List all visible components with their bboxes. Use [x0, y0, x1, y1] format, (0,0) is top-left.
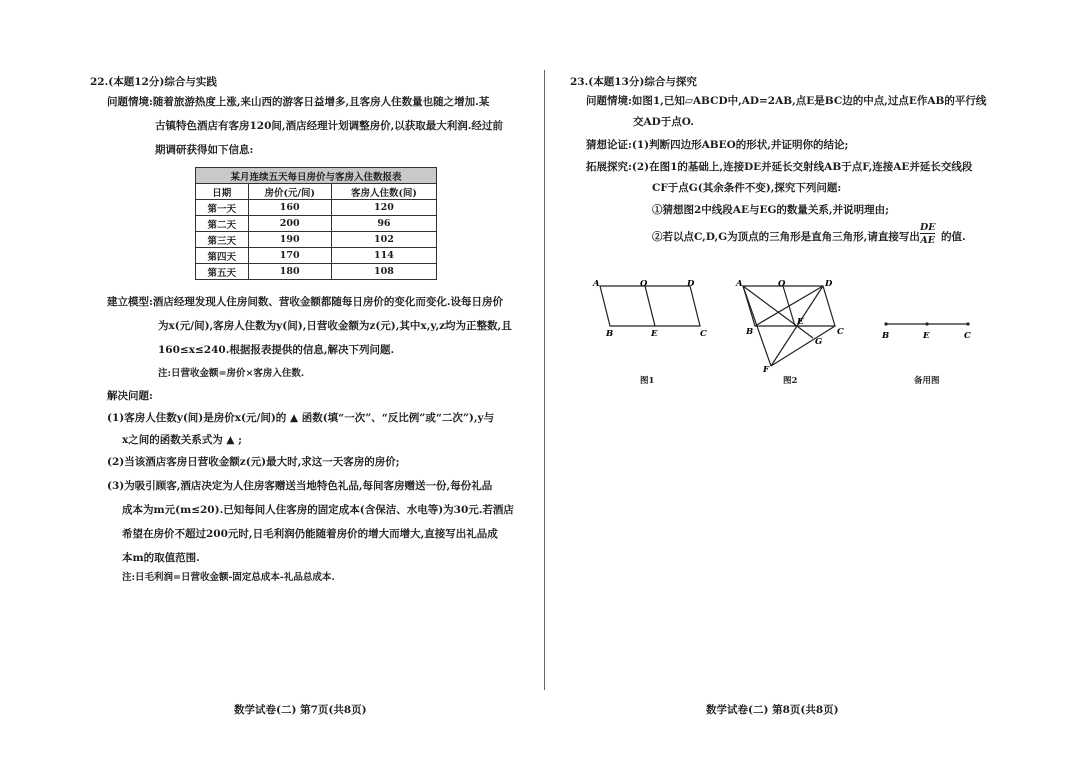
point-label: B — [882, 331, 890, 341]
price-occupancy-table — [195, 167, 437, 280]
table-row — [196, 232, 437, 248]
table-header-cell: 房价(元/间) — [248, 184, 331, 200]
point-label: C — [837, 327, 844, 337]
point-label: E — [651, 329, 658, 338]
question-3-line: 成本为m元(m≤20).已知每间人住客房的固定成本(含保洁、水电等)为30元.若酒店 — [122, 504, 514, 516]
table-header-row — [196, 184, 437, 200]
point-label: C — [700, 329, 707, 338]
point-label: A — [736, 279, 743, 289]
table-cell: 108 — [331, 264, 436, 280]
page-footer-8: 数学试卷(二) 第8页(共8页) — [706, 704, 839, 716]
solve-heading: 解决问题: — [107, 390, 153, 402]
point-label: D — [687, 279, 695, 289]
point-label: A — [593, 279, 600, 289]
table-cell: 第四天 — [196, 248, 249, 264]
question-3-line: (3)为吸引顾客,酒店决定为人住房客赠送当地特色礼品,每间客房赠送一份,每份礼品 — [107, 480, 493, 492]
figure-1-parallelogram — [588, 278, 708, 338]
problem-context-line: 问题情境:如图1,已知▱ABCD中,AD=2AB,点E是BC边的中点,过点E作AB的平行线 — [586, 95, 987, 107]
table-cell: 120 — [331, 200, 436, 216]
table-cell: 第三天 — [196, 232, 249, 248]
table-row — [196, 200, 437, 216]
extension-subquestion-2: ②若以点C,D,G为顶点的三角形是直角三角形,请直接写出 — [652, 231, 920, 243]
figure-backup-caption: 备用图 — [914, 376, 940, 386]
table-cell: 200 — [248, 216, 331, 232]
problem-context-line: 期调研获得如下信息: — [155, 144, 254, 156]
table-header-cell: 日期 — [196, 184, 249, 200]
point-label: F — [763, 365, 770, 373]
right-page — [548, 0, 1080, 765]
figure-2-extended — [733, 278, 853, 373]
table-header-cell: 客房人住数(间) — [331, 184, 436, 200]
table-cell: 第五天 — [196, 264, 249, 280]
point-label: B — [606, 329, 614, 338]
table-cell: 第一天 — [196, 200, 249, 216]
point-label: E — [923, 331, 930, 341]
table-cell: 180 — [248, 264, 331, 280]
model-line: 160≤x≤240.根据报表提供的信息,解决下列问题. — [158, 344, 395, 356]
table-row — [196, 248, 437, 264]
problem-context-line: 古镇特色酒店有客房120间,酒店经理计划调整房价,以获取最大利润.经过前 — [155, 120, 503, 132]
fraction-de-over-ae — [920, 222, 935, 246]
model-line: 为x(元/间),客房人住数为y(间),日营收金额为z(元),其中x,y,z均为正整数,且 — [158, 320, 512, 332]
table-cell: 170 — [248, 248, 331, 264]
figure-1-caption: 图1 — [640, 376, 655, 386]
question-1-line: x之间的函数关系式为 ▲ ; — [122, 434, 243, 446]
conjecture-line: 猜想论证:(1)判断四边形ABEO的形状,并证明你的结论; — [586, 139, 849, 151]
question-23-heading: 23.(本题13分)综合与探究 — [570, 76, 697, 88]
fraction-suffix: 的值. — [941, 231, 966, 243]
table-row — [196, 264, 437, 280]
table-cell: 160 — [248, 200, 331, 216]
figure-backup-segment — [878, 316, 978, 346]
question-3-line: 希望在房价不超过200元时,日毛利润仍能随着房价的增大而增大,直接写出礼品成 — [122, 528, 498, 540]
fraction-numerator: DE — [920, 222, 936, 233]
table-caption: 某月连续五天每日房价与客房入住数报表 — [196, 168, 437, 184]
table-row — [196, 216, 437, 232]
point-label: D — [825, 279, 833, 289]
point-label: C — [964, 331, 971, 341]
point-label: O — [640, 279, 648, 289]
table-cell: 96 — [331, 216, 436, 232]
extension-line: CF于点G(其余条件不变),探究下列问题: — [652, 182, 842, 194]
question-1-line: (1)客房人住数y(间)是房价x(元/间)的 ▲ 函数(填“一次”、“反比例”或“二次”),y与 — [107, 412, 495, 424]
note-daily-revenue: 注:日营收金额=房价×客房入住数. — [158, 368, 305, 379]
question-2: (2)当该酒店客房日营收金额z(元)最大时,求这一天客房的房价; — [107, 456, 400, 468]
problem-context-line: 问题情境:随着旅游热度上涨,来山西的游客日益增多,且客房人住数量也随之增加.某 — [107, 96, 490, 108]
point-label: B — [746, 327, 754, 337]
extension-subquestion-1: ①猜想图2中线段AE与EG的数量关系,并说明理由; — [652, 204, 889, 216]
problem-context-line: 交AD于点O. — [633, 116, 694, 128]
figure-2-caption: 图2 — [783, 376, 798, 386]
point-label: G — [815, 337, 823, 347]
table-cell: 114 — [331, 248, 436, 264]
fraction-denominator: AE — [920, 235, 936, 246]
table-cell: 102 — [331, 232, 436, 248]
page-footer-7: 数学试卷(二) 第7页(共8页) — [234, 704, 367, 716]
table-cell: 第二天 — [196, 216, 249, 232]
model-line: 建立模型:酒店经理发现人住房间数、营收金额都随每日房价的变化而变化.设每日房价 — [107, 296, 504, 308]
question-22-heading: 22.(本题12分)综合与实践 — [90, 76, 217, 88]
note-gross-profit: 注:日毛利润=日营收金额-固定总成本-礼品总成本. — [122, 572, 335, 583]
point-label: O — [778, 279, 786, 289]
table-cell: 190 — [248, 232, 331, 248]
point-label: E — [797, 317, 804, 327]
page-divider — [544, 70, 545, 690]
extension-line: 拓展探究:(2)在图1的基础上,连接DE并延长交射线AB于点F,连接AE并延长交线段 — [586, 161, 973, 173]
question-3-line: 本m的取值范围. — [122, 552, 200, 564]
